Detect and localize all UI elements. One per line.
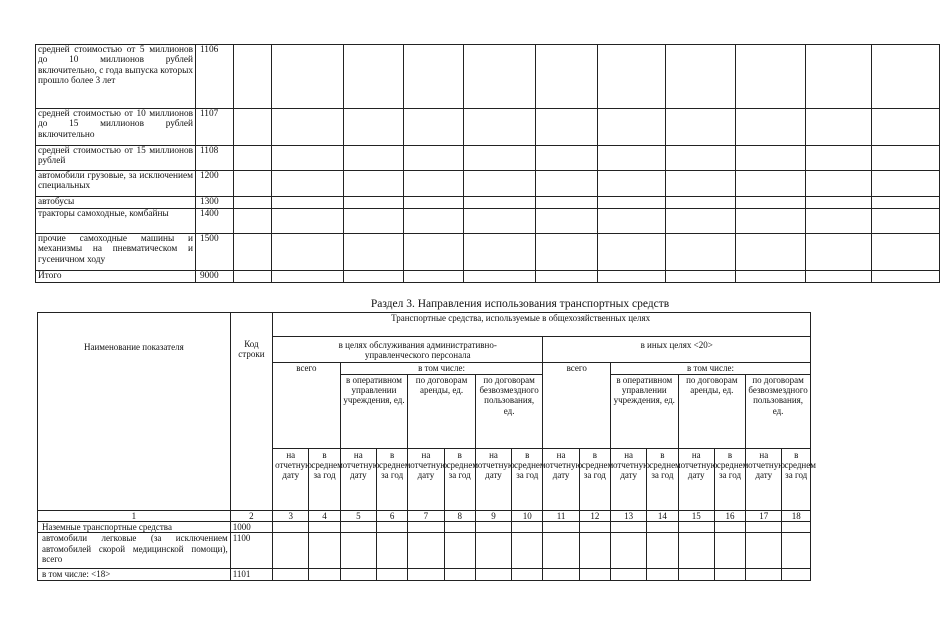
data-cell — [536, 209, 598, 234]
data-cell — [536, 146, 598, 171]
row-code: 9000 — [196, 271, 234, 283]
subheader-date: на отчетную дату — [610, 449, 646, 511]
data-cell — [344, 171, 404, 197]
data-cell — [714, 569, 745, 581]
header-incl-b: в том числе: — [610, 363, 810, 375]
data-cell — [272, 146, 344, 171]
data-cell — [464, 271, 536, 283]
header-incl-a: в том числе: — [340, 363, 543, 375]
column-number: 16 — [714, 511, 745, 522]
usage-table — [37, 312, 816, 581]
data-cell — [666, 109, 736, 146]
header-free-b: по договорам безвозмездного пользования, ед. — [746, 375, 811, 449]
data-cell — [536, 171, 598, 197]
data-cell — [404, 146, 464, 171]
data-cell — [344, 45, 404, 109]
column-number: 15 — [678, 511, 714, 522]
data-cell — [464, 234, 536, 271]
data-cell — [512, 522, 543, 533]
column-number: 13 — [610, 511, 646, 522]
data-cell — [678, 522, 714, 533]
data-cell — [598, 271, 666, 283]
data-cell — [806, 209, 872, 234]
column-number: 1 — [38, 511, 231, 522]
data-cell — [376, 522, 407, 533]
data-cell — [536, 109, 598, 146]
data-cell — [647, 533, 678, 569]
data-cell — [736, 197, 806, 209]
usage-table-body — [38, 313, 816, 581]
row-label: тракторы самоходные, комбайны — [36, 209, 196, 234]
row-code: 1300 — [196, 197, 234, 209]
header-lease-a: по договорам аренды, ед. — [408, 375, 476, 449]
data-cell — [666, 146, 736, 171]
row-code: 1000 — [230, 522, 272, 533]
header-code-cell — [230, 313, 272, 511]
data-cell — [806, 234, 872, 271]
data-cell — [598, 209, 666, 234]
header-admin: в целях обслуживания административно-управленческого персонала — [273, 337, 543, 363]
column-number: 18 — [782, 511, 811, 522]
row-label: автобусы — [36, 197, 196, 209]
header-code: Код строки — [238, 339, 265, 360]
top-row — [36, 234, 940, 271]
data-cell — [736, 234, 806, 271]
data-cell — [806, 171, 872, 197]
data-cell — [610, 522, 646, 533]
header-op-b: в оперативном управлении учреждения, ед. — [610, 375, 678, 449]
data-cell — [376, 569, 407, 581]
data-cell — [272, 197, 344, 209]
data-cell — [736, 271, 806, 283]
data-cell — [714, 533, 745, 569]
row-code: 1200 — [196, 171, 234, 197]
data-cell — [543, 569, 579, 581]
data-cell — [404, 234, 464, 271]
column-number: 7 — [408, 511, 444, 522]
data-cell — [872, 109, 940, 146]
subheader-avg: в среднем за год — [376, 449, 407, 511]
data-cell — [598, 197, 666, 209]
data-cell — [536, 197, 598, 209]
row-code: 1400 — [196, 209, 234, 234]
top-row — [36, 146, 940, 171]
top-row — [36, 197, 940, 209]
subheader-avg: в среднем за год — [309, 449, 340, 511]
data-cell — [272, 109, 344, 146]
subheader-avg: в среднем за год — [647, 449, 678, 511]
data-cell — [872, 45, 940, 109]
column-number-row — [38, 511, 811, 522]
header-other-text: в иных целях <20> — [640, 340, 713, 350]
data-cell — [475, 533, 511, 569]
data-cell — [598, 146, 666, 171]
data-cell — [736, 109, 806, 146]
data-cell — [344, 146, 404, 171]
column-number: 3 — [273, 511, 309, 522]
data-cell — [404, 197, 464, 209]
data-cell — [782, 522, 811, 533]
data-cell — [678, 533, 714, 569]
data-cell — [309, 522, 340, 533]
data-cell — [234, 146, 272, 171]
data-cell — [340, 533, 376, 569]
data-cell — [340, 522, 376, 533]
column-number: 10 — [512, 511, 543, 522]
header-total-b: всего — [543, 363, 611, 449]
data-cell — [536, 271, 598, 283]
data-cell — [340, 569, 376, 581]
data-cell — [444, 533, 475, 569]
data-cell — [872, 197, 940, 209]
subheader-date: на отчетную дату — [678, 449, 714, 511]
data-cell — [736, 146, 806, 171]
data-cell — [736, 171, 806, 197]
data-row — [38, 522, 811, 533]
row-code: 1108 — [196, 146, 234, 171]
data-cell — [598, 171, 666, 197]
subheader-date: на отчетную дату — [273, 449, 309, 511]
data-cell — [234, 171, 272, 197]
data-cell — [512, 533, 543, 569]
top-row — [36, 109, 940, 146]
data-cell — [647, 569, 678, 581]
data-cell — [408, 522, 444, 533]
data-cell — [782, 533, 811, 569]
data-cell — [598, 109, 666, 146]
subheader-date: на отчетную дату — [746, 449, 782, 511]
header-name-cell — [38, 313, 231, 511]
data-cell — [872, 171, 940, 197]
data-cell — [736, 209, 806, 234]
data-cell — [404, 271, 464, 283]
header-name: Наименование показателя — [83, 342, 184, 353]
data-cell — [344, 197, 404, 209]
data-row — [38, 569, 811, 581]
data-cell — [309, 569, 340, 581]
subheader-avg: в среднем за год — [512, 449, 543, 511]
column-number: 11 — [543, 511, 579, 522]
data-cell — [404, 209, 464, 234]
data-cell — [666, 271, 736, 283]
data-cell — [647, 522, 678, 533]
data-cell — [536, 234, 598, 271]
section-title: Раздел 3. Направления использования транспортных средств — [370, 298, 670, 310]
top-table — [35, 44, 940, 283]
column-number: 4 — [309, 511, 340, 522]
data-cell — [610, 533, 646, 569]
data-cell — [666, 45, 736, 109]
data-cell — [272, 45, 344, 109]
data-cell — [234, 209, 272, 234]
data-cell — [234, 271, 272, 283]
data-cell — [666, 234, 736, 271]
data-cell — [543, 522, 579, 533]
data-cell — [598, 234, 666, 271]
data-cell — [272, 209, 344, 234]
data-cell — [309, 533, 340, 569]
data-cell — [666, 171, 736, 197]
subheader-avg: в среднем за год — [579, 449, 610, 511]
data-cell — [404, 109, 464, 146]
top-row — [36, 171, 940, 197]
subheader-avg: в среднем за год — [444, 449, 475, 511]
top-row — [36, 45, 940, 109]
data-cell — [464, 45, 536, 109]
header-other — [543, 337, 811, 363]
row-code: 1107 — [196, 109, 234, 146]
data-cell — [806, 197, 872, 209]
data-cell — [579, 533, 610, 569]
row-code: 1500 — [196, 234, 234, 271]
data-cell — [464, 109, 536, 146]
data-cell — [872, 234, 940, 271]
data-cell — [610, 569, 646, 581]
subheader-date: на отчетную дату — [475, 449, 511, 511]
data-cell — [579, 569, 610, 581]
top-row — [36, 209, 940, 234]
data-cell — [344, 234, 404, 271]
data-cell — [536, 45, 598, 109]
data-cell — [782, 569, 811, 581]
data-cell — [872, 146, 940, 171]
data-cell — [404, 45, 464, 109]
header-row-1 — [38, 313, 811, 337]
subheader-date: на отчетную дату — [408, 449, 444, 511]
row-label: Наземные транспортные средства — [38, 522, 231, 533]
data-cell — [272, 171, 344, 197]
data-cell — [806, 45, 872, 109]
top-table-body — [36, 45, 940, 283]
data-cell — [872, 209, 940, 234]
subheader-avg: в среднем за год — [782, 449, 811, 511]
data-cell — [543, 533, 579, 569]
data-cell — [234, 45, 272, 109]
column-number: 6 — [376, 511, 407, 522]
data-cell — [344, 109, 404, 146]
column-number: 12 — [579, 511, 610, 522]
data-cell — [272, 271, 344, 283]
data-cell — [404, 171, 464, 197]
data-cell — [464, 209, 536, 234]
row-label: автомобили легковые (за исключением автомобилей скорой медицинской помощи), всего — [38, 533, 231, 569]
column-number: 9 — [475, 511, 511, 522]
data-cell — [408, 533, 444, 569]
subheader-avg: в среднем за год — [714, 449, 745, 511]
data-cell — [746, 533, 782, 569]
data-cell — [666, 197, 736, 209]
data-cell — [272, 234, 344, 271]
header-free-a: по договорам безвозмездного пользования, ед. — [475, 375, 543, 449]
column-number: 8 — [444, 511, 475, 522]
data-cell — [746, 522, 782, 533]
data-cell — [475, 569, 511, 581]
column-number: 2 — [230, 511, 272, 522]
row-label: средней стоимостью от 5 миллионов до 10 миллионов рублей включительно, с года выпуска которых прошло более 3 лет — [36, 45, 196, 109]
data-cell — [408, 569, 444, 581]
row-label: в том числе: <18> — [38, 569, 231, 581]
data-cell — [579, 522, 610, 533]
data-cell — [464, 197, 536, 209]
data-cell — [273, 522, 309, 533]
data-cell — [806, 109, 872, 146]
data-cell — [714, 522, 745, 533]
row-label: средней стоимостью от 10 миллионов до 15 миллионов рублей включительно — [36, 109, 196, 146]
header-op-a: в оперативном управлении учреждения, ед. — [340, 375, 408, 449]
data-cell — [475, 522, 511, 533]
data-cell — [444, 569, 475, 581]
header-general: Транспортные средства, используемые в общехозяйственных целях — [273, 313, 811, 337]
data-cell — [444, 522, 475, 533]
data-cell — [598, 45, 666, 109]
header-total-a: всего — [273, 363, 341, 449]
row-code: 1106 — [196, 45, 234, 109]
data-cell — [872, 271, 940, 283]
row-label: автомобили грузовые, за исключением специальных — [36, 171, 196, 197]
column-number: 17 — [746, 511, 782, 522]
data-cell — [736, 45, 806, 109]
data-cell — [806, 146, 872, 171]
row-label: Итого — [36, 271, 196, 283]
header-lease-b: по договорам аренды, ед. — [678, 375, 746, 449]
data-cell — [746, 569, 782, 581]
data-cell — [666, 209, 736, 234]
top-row — [36, 271, 940, 283]
row-code: 1100 — [230, 533, 272, 569]
column-number: 14 — [647, 511, 678, 522]
data-cell — [273, 569, 309, 581]
data-cell — [464, 146, 536, 171]
column-number: 5 — [340, 511, 376, 522]
data-cell — [464, 171, 536, 197]
data-cell — [273, 533, 309, 569]
data-cell — [344, 271, 404, 283]
subheader-date: на отчетную дату — [340, 449, 376, 511]
data-row — [38, 533, 811, 569]
data-cell — [678, 569, 714, 581]
row-code: 1101 — [230, 569, 272, 581]
data-cell — [806, 271, 872, 283]
data-cell — [376, 533, 407, 569]
subheader-date: на отчетную дату — [543, 449, 579, 511]
row-label: средней стоимостью от 15 миллионов рублей — [36, 146, 196, 171]
data-cell — [234, 109, 272, 146]
data-cell — [234, 197, 272, 209]
data-cell — [344, 209, 404, 234]
data-cell — [512, 569, 543, 581]
row-label: прочие самоходные машины и механизмы на пневматическом и гусеничном ходу — [36, 234, 196, 271]
data-cell — [234, 234, 272, 271]
